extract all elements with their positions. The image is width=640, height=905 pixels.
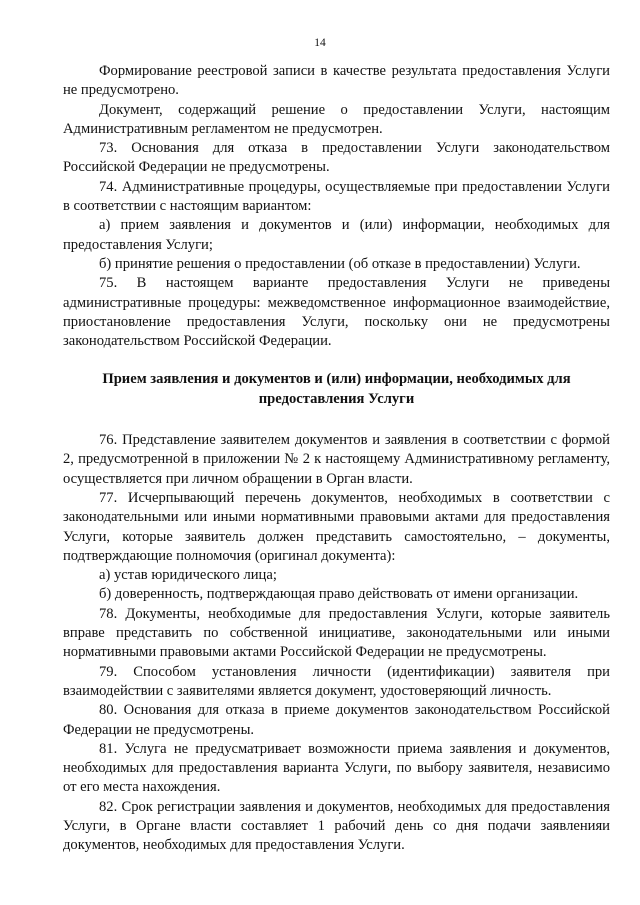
paragraph-81: 81. Услуга не предусматривает возможности приема заявления и документов, необходимых для предоставления варианта Услуги, по выбору заявителя, независимо от его места нахождения. (63, 740, 610, 796)
paragraph-73: 73. Основания для отказа в предоставлении Услуги законодательством Российской Федерации не предусмотрены. (63, 140, 610, 176)
paragraph-decision-document: Документ, содержащий решение о предоставлении Услуги, настоящим Административным регламентом не предусмотрен. (63, 101, 610, 137)
page-number: 14 (314, 37, 326, 49)
document-body (63, 62, 610, 856)
paragraph-77: 77. Исчерпывающий перечень документов, необходимых в соответствии с законодательными или иными нормативными правовыми актами для предоставления Услуги, которые заявитель должен представить самостоятельно, – документы, подтверждающие полномочия (оригинал документа): (63, 489, 610, 564)
paragraph-80: 80. Основания для отказа в приеме документов законодательством Российской Федерации не предусмотрены. (63, 702, 610, 738)
paragraph-78: 78. Документы, необходимые для предоставления Услуги, которые заявитель вправе представить по собственной инициативе, законодательными или иными нормативными правовыми актами Российской Федерации не предусмотрены. (63, 605, 610, 661)
paragraph-77-b: б) доверенность, подтверждающая право действовать от имени организации. (99, 586, 579, 603)
paragraph-75: 75. В настоящем варианте предоставления Услуги не приведены административные процедуры: межведомственное информационное взаимодействие, приостановление предоставления Услуги, поскольку они не предусмотрены законодательством Российской Федерации. (63, 275, 610, 350)
paragraph-82: 82. Срок регистрации заявления и документов, необходимых для предоставления Услуги, в Органе власти составляет 1 рабочий день со дня подачи заявленияи документов, необходимых для предоставления Услуги. (63, 798, 610, 854)
paragraph-76: 76. Представление заявителем документов и заявления в соответствии с формой 2, предусмотренной в приложении № 2 к настоящему Административному регламенту, осуществляется при личном обращении в Орган власти. (63, 432, 610, 487)
paragraph-74-b: б) принятие решения о предоставлении (об отказе в предоставлении) Услуги. (99, 255, 581, 272)
paragraph-77-a: а) устав юридического лица; (99, 567, 277, 584)
paragraph-74-a: а) прием заявления и документов и (или) информации, необходимых для предоставления Услуги; (63, 217, 610, 253)
paragraph-registry-record: Формирование реестровой записи в качестве результата предоставления Услуги не предусмотрено. (63, 63, 610, 99)
section-heading: Прием заявления и документов и (или) информации, необходимых для предоставления Услуги (102, 371, 571, 407)
paragraph-74: 74. Административные процедуры, осуществляемые при предоставлении Услуги в соответствии с настоящим вариантом: (63, 178, 610, 215)
paragraph-79: 79. Способом установления личности (идентификации) заявителя при взаимодействии с заявителями является документ, удостоверяющий личность. (63, 663, 610, 699)
